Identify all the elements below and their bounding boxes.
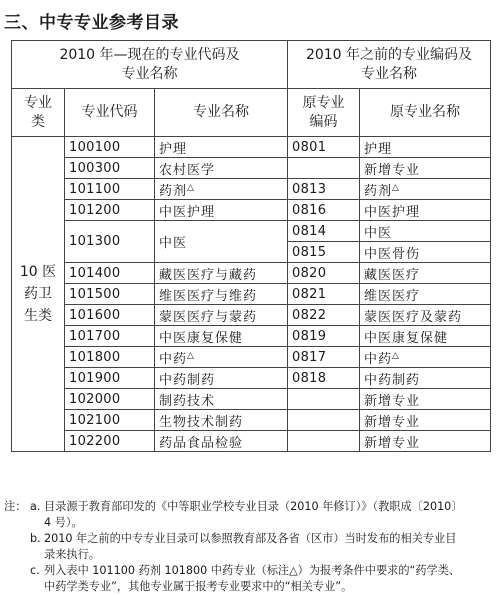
name-text: 药剂 <box>159 183 188 199</box>
old-name-cell <box>360 347 491 368</box>
old-name-cell: 中医 <box>360 221 491 242</box>
name-cell: 药品食品检验 <box>155 431 288 452</box>
old-name-cell: 新增专业 <box>360 431 491 452</box>
triangle-mark: △ <box>187 350 195 361</box>
code-cell: 102000 <box>65 389 155 410</box>
old-code-cell <box>288 158 360 179</box>
column-header-category <box>12 89 65 137</box>
table-row <box>12 284 491 305</box>
old-code-cell: 0817 <box>288 347 360 368</box>
code-cell: 102200 <box>65 431 155 452</box>
name-cell: 中医康复保健 <box>155 326 288 347</box>
code-cell: 101800 <box>65 347 155 368</box>
old-code-cell: 0818 <box>288 368 360 389</box>
old-name-cell: 护理 <box>360 137 491 158</box>
old-name-cell: 藏医医疗 <box>360 263 491 284</box>
category-line-2: 药卫 <box>24 286 52 302</box>
column-header-category-line-2: 类 <box>31 113 45 130</box>
name-cell <box>155 179 288 200</box>
code-cell: 100300 <box>65 158 155 179</box>
old-code-cell: 0821 <box>288 284 360 305</box>
old-name-cell: 蒙医医疗及蒙药 <box>360 305 491 326</box>
note-b-tag: b. <box>30 532 41 545</box>
table-row <box>12 431 491 452</box>
group-header-new-line-1: 2010 年—现在的专业代码及 <box>59 46 240 63</box>
old-name-cell: 中医康复保健 <box>360 326 491 347</box>
old-name-cell: 新增专业 <box>360 389 491 410</box>
name-cell: 制药技术 <box>155 389 288 410</box>
table-group-header-row <box>12 41 491 89</box>
table-row <box>12 158 491 179</box>
note-b-text-1: 2010 年之前的中专专业目录可以参照教育部及各省（区市）当时发布的相关专业目 <box>44 532 457 545</box>
group-header-old-line-2: 专业名称 <box>361 65 417 82</box>
table-row <box>12 389 491 410</box>
category-line-1: 10 医 <box>19 264 57 280</box>
table-row <box>12 221 491 242</box>
code-cell: 101200 <box>65 200 155 221</box>
triangle-mark: △ <box>187 182 195 193</box>
old-code-cell: 0820 <box>288 263 360 284</box>
code-cell: 101400 <box>65 263 155 284</box>
name-cell: 中医护理 <box>155 200 288 221</box>
group-header-old-line-1: 2010 年之前的专业编码及 <box>305 46 473 63</box>
old-name-cell: 中医骨伤 <box>360 242 491 263</box>
triangle-mark: △ <box>392 350 400 361</box>
name-text: 中药 <box>159 351 188 367</box>
notes-prefix: 注： <box>4 500 27 513</box>
code-cell: 101700 <box>65 326 155 347</box>
old-code-cell: 0819 <box>288 326 360 347</box>
table-row <box>12 179 491 200</box>
note-c-line-2 <box>4 579 494 595</box>
old-name-cell: 中药制药 <box>360 368 491 389</box>
note-a-line-2 <box>4 515 494 531</box>
name-cell: 护理 <box>155 137 288 158</box>
old-code-cell: 0814 <box>288 221 360 242</box>
old-name-cell: 新增专业 <box>360 410 491 431</box>
table-row <box>12 263 491 284</box>
table-column-header-row <box>12 89 491 137</box>
table-row <box>12 326 491 347</box>
old-code-cell: 0813 <box>288 179 360 200</box>
note-b-text-2: 录来执行。 <box>44 548 100 561</box>
code-cell: 101300 <box>65 221 155 263</box>
code-cell: 100100 <box>65 137 155 158</box>
catalog-table <box>11 40 491 452</box>
old-name-cell: 新增专业 <box>360 158 491 179</box>
table-row <box>12 137 491 158</box>
old-name-text: 中药 <box>364 351 393 367</box>
column-header-old-code-line-2: 编码 <box>309 113 338 130</box>
group-header-new-line-2: 专业名称 <box>121 65 178 82</box>
column-header-code: 专业代码 <box>65 89 155 137</box>
note-a-text-2: 4 号）。 <box>44 516 83 529</box>
code-cell: 102100 <box>65 410 155 431</box>
old-name-cell <box>360 179 491 200</box>
table-row <box>12 347 491 368</box>
code-cell: 101600 <box>65 305 155 326</box>
code-cell: 101100 <box>65 179 155 200</box>
note-b-line-2 <box>4 547 494 563</box>
category-line-3: 生类 <box>24 308 52 324</box>
name-cell: 蒙医医疗与蒙药 <box>155 305 288 326</box>
category-cell <box>12 137 65 452</box>
name-cell <box>155 347 288 368</box>
old-code-cell <box>288 431 360 452</box>
note-c-text-1: 列入表中 101100 药剂 101800 中药专业（标注△）为报考条件中要求的“药学类、 <box>44 564 461 577</box>
section-title: 三、中专专业参考目录 <box>4 13 179 33</box>
table-row <box>12 410 491 431</box>
column-header-name: 专业名称 <box>155 89 288 137</box>
old-code-cell <box>288 389 360 410</box>
name-cell: 中药制药 <box>155 368 288 389</box>
old-code-cell: 0816 <box>288 200 360 221</box>
table-row <box>12 200 491 221</box>
group-header-old <box>288 41 491 89</box>
old-name-cell: 中医护理 <box>360 200 491 221</box>
old-code-cell: 0801 <box>288 137 360 158</box>
table-row <box>12 368 491 389</box>
old-name-cell: 维医医疗 <box>360 284 491 305</box>
code-cell: 101900 <box>65 368 155 389</box>
old-code-cell: 0822 <box>288 305 360 326</box>
group-header-new <box>12 41 288 89</box>
name-cell: 生物技术制药 <box>155 410 288 431</box>
column-header-old-code-line-1: 原专业 <box>302 94 345 111</box>
table-row <box>12 305 491 326</box>
column-header-category-line-1: 专业 <box>24 94 52 111</box>
note-c-text-2: 中药学类专业”，其他专业属于报考专业要求中的“相关专业”。 <box>44 580 353 593</box>
code-cell: 101500 <box>65 284 155 305</box>
note-a-text-1: 目录源于教育部印发的《中等职业学校专业目录（2010 年修订）》（教职成〔2010〕 <box>44 500 463 513</box>
name-cell: 农村医学 <box>155 158 288 179</box>
old-code-cell <box>288 410 360 431</box>
column-header-old-code <box>288 89 360 137</box>
old-code-cell: 0815 <box>288 242 360 263</box>
note-c-tag: c. <box>30 564 40 577</box>
note-b-line-1 <box>4 531 494 547</box>
old-name-text: 药剂 <box>364 183 393 199</box>
note-a-line-1 <box>4 499 494 515</box>
note-c-line-1 <box>4 563 494 579</box>
column-header-old-name: 原专业名称 <box>360 89 491 137</box>
triangle-mark: △ <box>392 182 400 193</box>
name-cell: 中医 <box>155 221 288 263</box>
notes <box>4 499 494 595</box>
name-cell: 维医医疗与维药 <box>155 284 288 305</box>
name-cell: 藏医医疗与藏药 <box>155 263 288 284</box>
note-a-tag: a. <box>30 500 41 513</box>
